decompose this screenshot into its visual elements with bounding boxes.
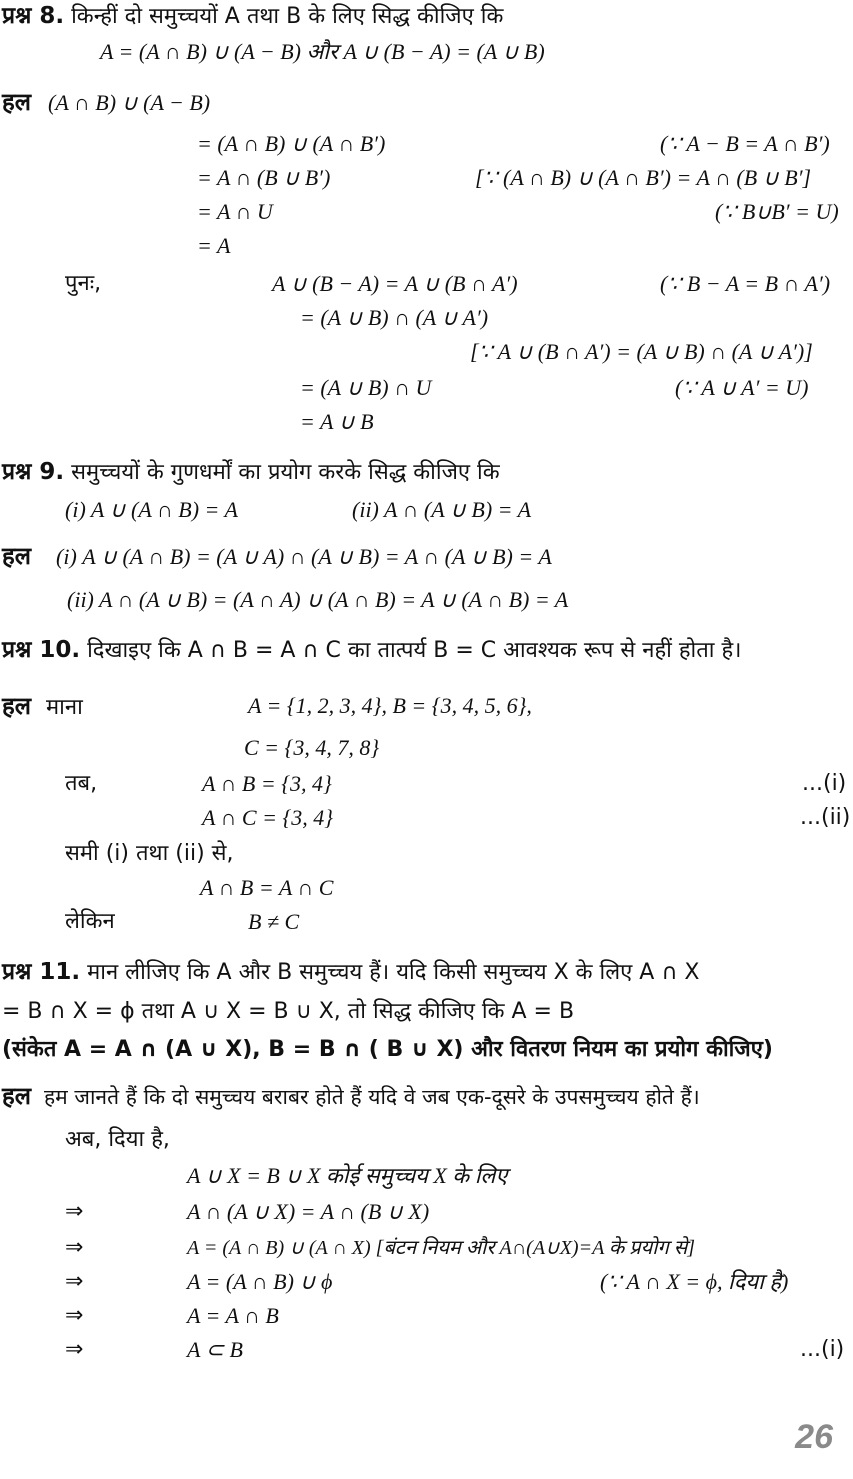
solution-8-step-6: A ∪ (B − A) = A ∪ (B ∩ A′) <box>272 271 518 296</box>
solution-9-label: हल <box>2 542 32 570</box>
question-9-part-2: (ii) A ∩ (A ∪ B) = A <box>352 497 532 522</box>
solution-9-line-1 <box>2 542 552 572</box>
question-9-text: समुच्चयों के गुणधर्मों का प्रयोग करके सिद्ध कीजिए कि <box>71 460 500 485</box>
question-8-statement: A = (A ∩ B) ∪ (A − B) और A ∪ (B − A) = (A ∪ B) <box>100 39 545 64</box>
question-11-hint: (संकेत A = A ∩ (A ∪ X), B = B ∩ ( B ∪ X) और वितरण नियम का प्रयोग कीजिए) <box>2 1037 773 1062</box>
solution-8-reason-2: (∵ A − B = A ∩ B′) <box>660 131 830 156</box>
solution-10-set-c: C = {3, 4, 7, 8} <box>244 735 380 760</box>
solution-10-line-1 <box>2 692 83 722</box>
solution-8-step-5: = A <box>197 233 231 258</box>
solution-10-tab: तब, <box>65 771 98 796</box>
solution-10-lekin: लेकिन <box>65 909 115 934</box>
solution-8-line-1 <box>2 88 210 118</box>
solution-11-step-6: A ⊂ B <box>187 1337 243 1362</box>
solution-10-set-ab: A = {1, 2, 3, 4}, B = {3, 4, 5, 6}, <box>248 693 532 718</box>
solution-10-a-cap-b: A ∩ B = {3, 4} <box>202 771 332 796</box>
solution-8-expr-1: (A ∩ B) ∪ (A − B) <box>48 90 211 115</box>
question-11-heading <box>2 958 700 987</box>
solution-11-intro-line <box>2 1082 700 1112</box>
implies-arrow-3: ⇒ <box>65 1269 84 1294</box>
solution-8-reason-6: (∵ B − A = B ∩ A′) <box>660 271 831 296</box>
solution-10-mana: माना <box>46 695 83 720</box>
question-9-heading <box>2 458 500 487</box>
question-10-text: दिखाइए कि A ∩ B = A ∩ C का तात्पर्य B = C आवश्यक रूप से नहीं होता है। <box>87 638 742 663</box>
implies-arrow-4: ⇒ <box>65 1303 84 1328</box>
solution-10-ref-2: ...(ii) <box>800 805 851 830</box>
question-11-label: प्रश्न 11. <box>2 959 81 985</box>
question-9-label: प्रश्न 9. <box>2 459 65 485</box>
solution-8-reason-8: [∵ A ∪ (B ∩ A′) = (A ∪ B) ∩ (A ∪ A′)] <box>470 339 813 364</box>
solution-8-step-10: = A ∪ B <box>300 409 374 434</box>
question-10-heading <box>2 636 741 665</box>
question-9-part-1: (i) A ∪ (A ∩ B) = A <box>65 497 238 522</box>
question-8-text: किन्हीं दो समुच्चयों A तथा B के लिए सिद्ध कीजिए कि <box>71 4 504 29</box>
solution-11-ab: अब, दिया है, <box>65 1127 170 1152</box>
solution-11-step-4: A = (A ∩ B) ∪ ϕ <box>187 1269 333 1294</box>
solution-8-step-2: = (A ∩ B) ∪ (A ∩ B′) <box>197 131 386 156</box>
solution-10-ref-1: ...(i) <box>802 771 847 796</box>
solution-8-puna: पुनः, <box>65 271 102 296</box>
implies-arrow-5: ⇒ <box>65 1337 84 1362</box>
solution-11-step-2: A ∩ (A ∪ X) = A ∩ (B ∪ X) <box>187 1199 430 1224</box>
solution-11-reason-4: (∵ A ∩ X = ϕ, दिया है) <box>600 1269 789 1294</box>
page-number: 26 <box>795 1418 833 1456</box>
question-10-label: प्रश्न 10. <box>2 637 81 663</box>
solution-8-step-4: = A ∩ U <box>197 199 273 224</box>
question-8-heading <box>2 2 503 31</box>
question-11-text-2: = B ∩ X = ϕ तथा A ∪ X = B ∪ X, तो सिद्ध कीजिए कि A = B <box>2 999 575 1024</box>
solution-11-given: A ∪ X = B ∪ X कोई समुच्चय X के लिए <box>187 1163 508 1188</box>
implies-arrow-1: ⇒ <box>65 1199 84 1224</box>
solution-11-step-3: A = (A ∩ B) ∪ (A ∩ X) [बंटन नियम और A∩(A∪X)=A के प्रयोग से] <box>187 1237 696 1259</box>
solution-10-equality: A ∩ B = A ∩ C <box>200 875 334 900</box>
solution-11-intro: हम जानते हैं कि दो समुच्चय बराबर होते हैं यदि वे जब एक-दूसरे के उपसमुच्चय होते हैं। <box>44 1085 700 1109</box>
solution-8-step-9: = (A ∪ B) ∩ U <box>300 375 432 400</box>
question-8-label: प्रश्न 8. <box>2 3 65 29</box>
solution-9-expr-1: (i) A ∪ (A ∩ B) = (A ∪ A) ∩ (A ∪ B) = A ∩ (A ∪ B) = A <box>56 544 552 569</box>
solution-11-step-5: A = A ∩ B <box>187 1303 279 1328</box>
solution-10-a-cap-c: A ∩ C = {3, 4} <box>202 805 334 830</box>
solution-11-ref-1: ...(i) <box>800 1337 845 1362</box>
solution-10-label: हल <box>2 692 32 720</box>
solution-8-label: हल <box>2 88 32 116</box>
solution-8-step-7: = (A ∪ B) ∩ (A ∪ A′) <box>300 305 489 330</box>
solution-8-reason-3: [∵ (A ∩ B) ∪ (A ∩ B′) = A ∩ (B ∪ B′] <box>475 165 812 190</box>
solution-8-reason-9: (∵ A ∪ A′ = U) <box>675 375 809 400</box>
solution-9-expr-2: (ii) A ∩ (A ∪ B) = (A ∩ A) ∪ (A ∩ B) = A ∪ (A ∩ B) = A <box>67 587 569 612</box>
solution-8-step-3: = A ∩ (B ∪ B′) <box>197 165 331 190</box>
question-11-text-1: मान लीजिए कि A और B समुच्चय हैं। यदि किसी समुच्चय X के लिए A ∩ X <box>87 960 700 985</box>
solution-10-sami: समी (i) तथा (ii) से, <box>65 841 234 866</box>
solution-10-b-neq-c: B ≠ C <box>248 909 300 934</box>
implies-arrow-2: ⇒ <box>65 1235 84 1260</box>
solution-11-label: हल <box>2 1082 32 1110</box>
solution-8-reason-4: (∵ B∪B′ = U) <box>715 199 839 224</box>
